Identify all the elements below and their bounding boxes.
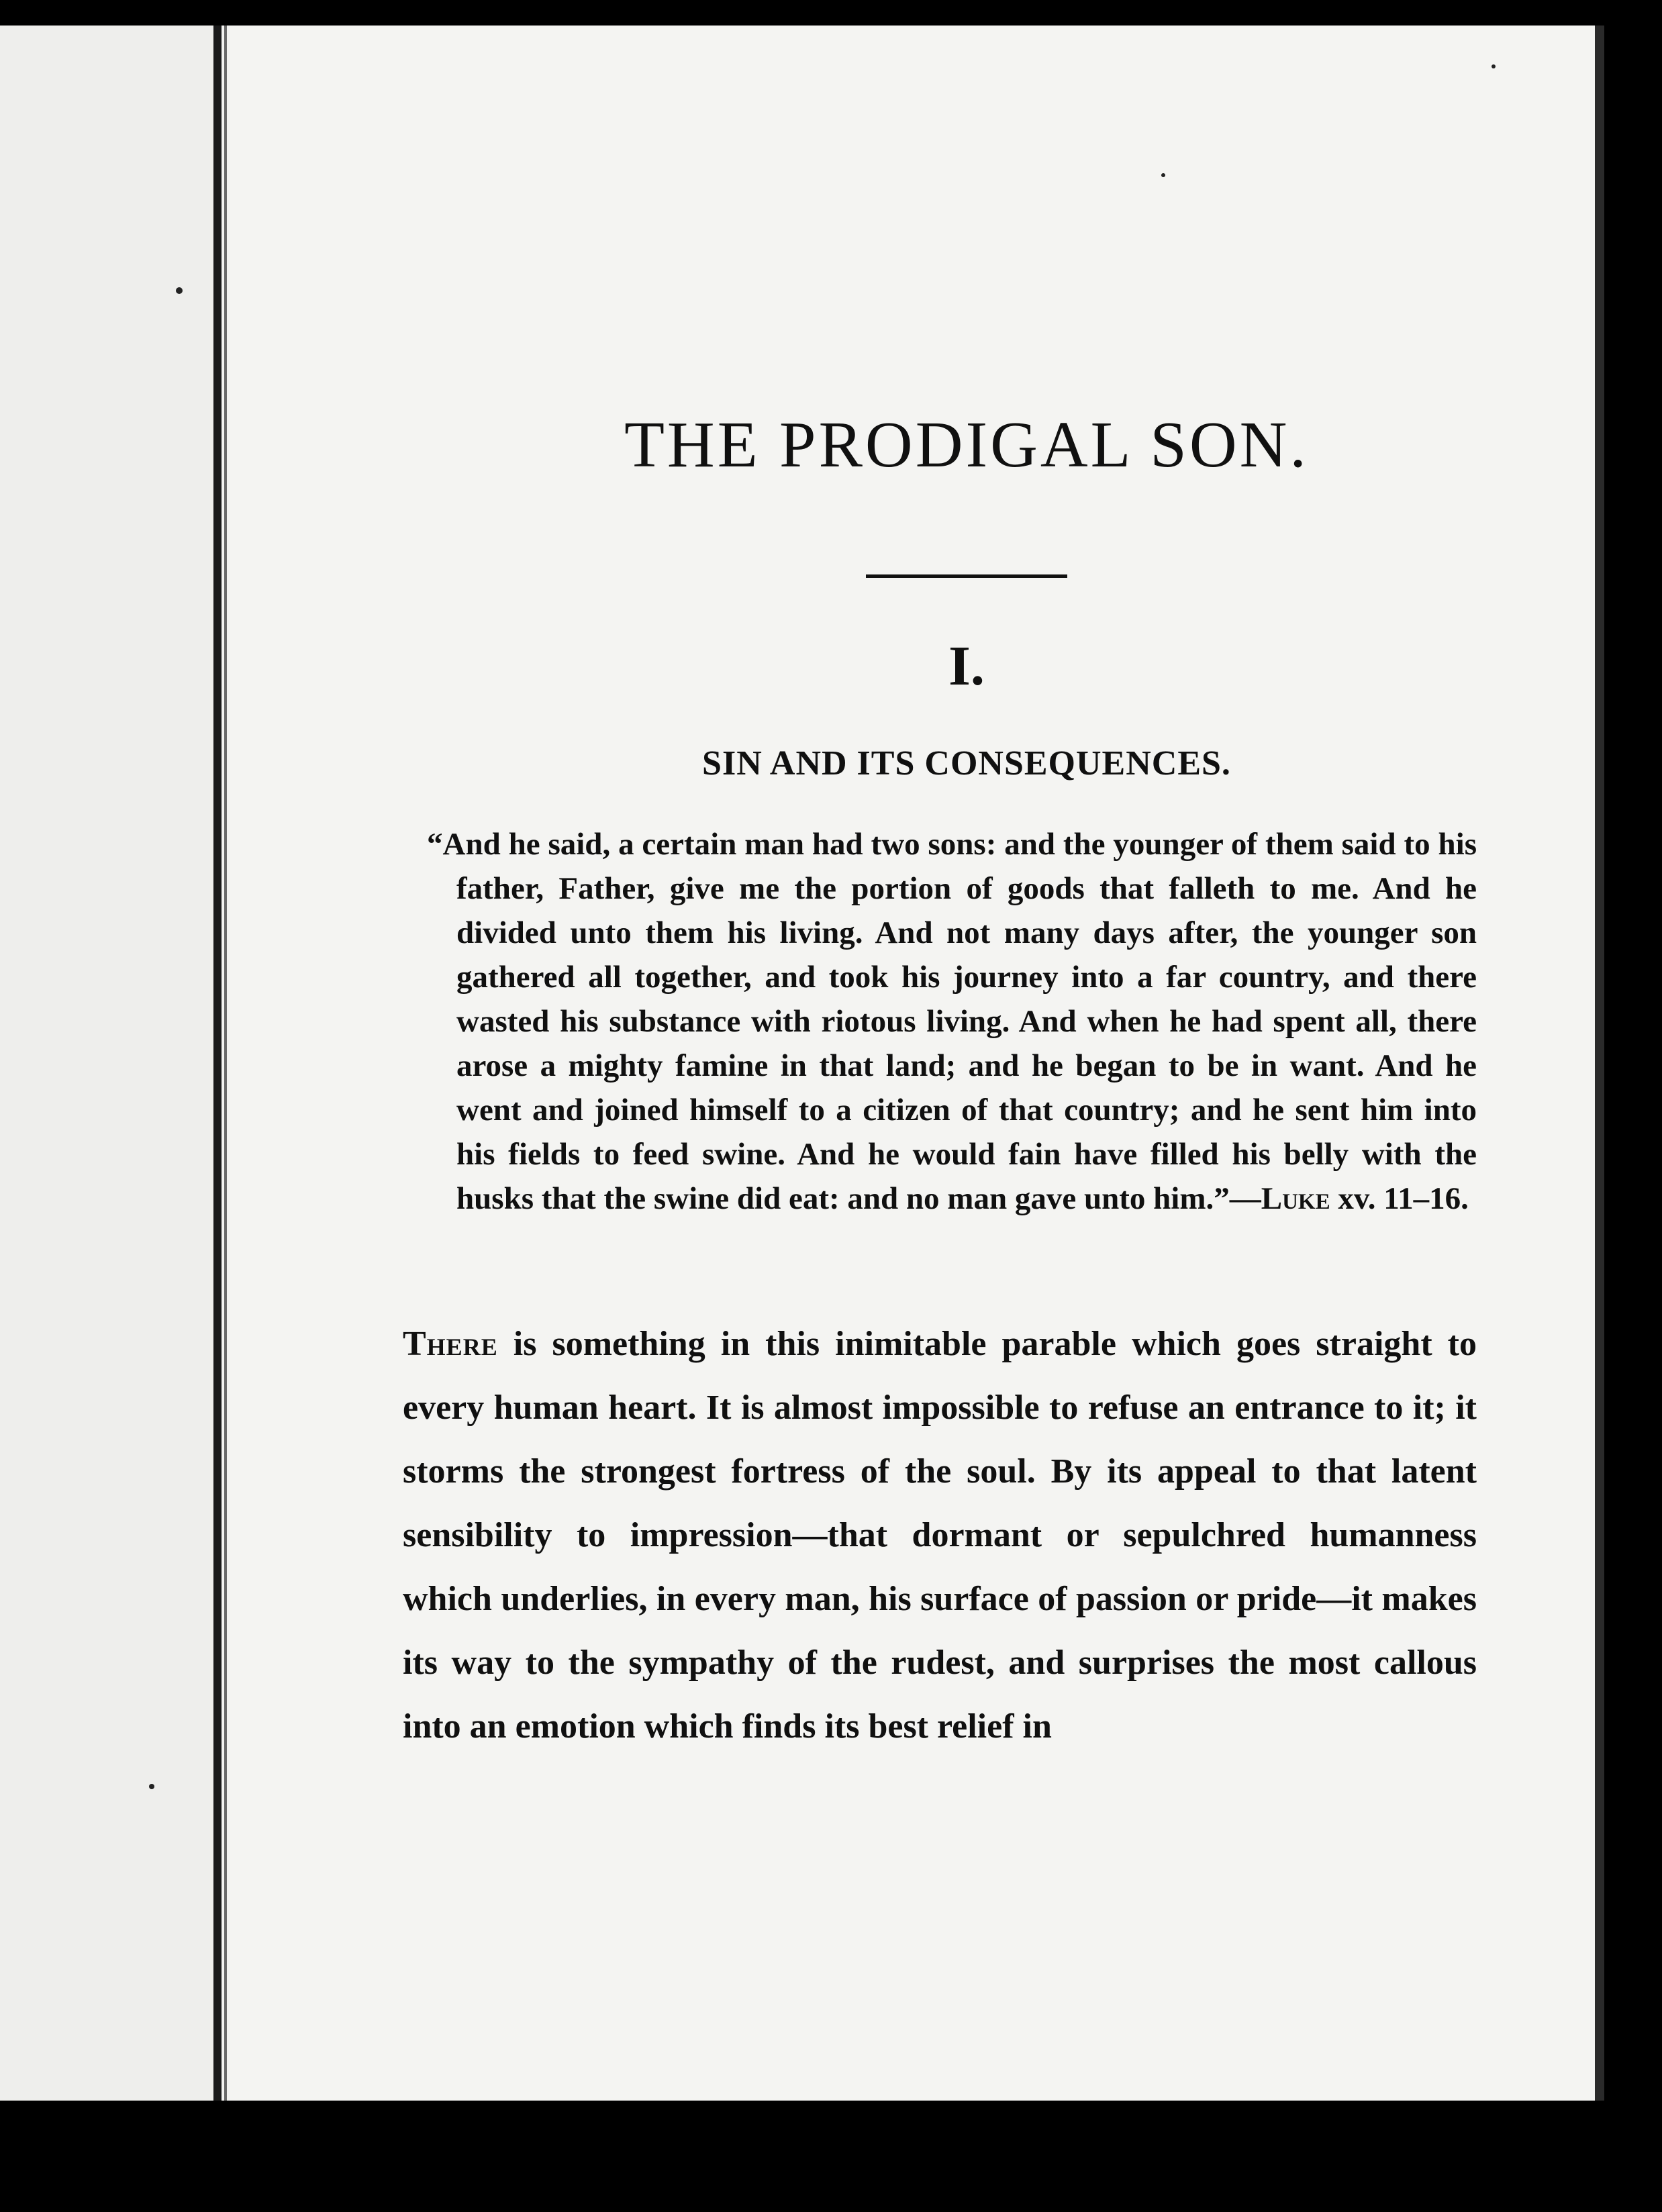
page-text bbox=[376, 401, 1477, 1758]
book-page bbox=[0, 26, 1604, 2101]
part-numeral: I. bbox=[948, 635, 985, 697]
gutter-fold bbox=[213, 26, 222, 2101]
ink-speck bbox=[149, 1784, 154, 1789]
scripture-quote bbox=[376, 822, 1477, 1221]
body-text: is something in this inimitable parable which goes straight to every human heart. It is almost impossible to refuse an entrance to it; it storms the strongest fortress of the soul. By its appeal to that latent sensibility to impression—that dormant or sepulchred humanness which underlies, in every man, his surface of passion or pride—it makes its way to the sympathy of the rudest, and surprises the most callous into an emotion which finds its best relief in bbox=[403, 1325, 1477, 1746]
ink-speck bbox=[1161, 173, 1165, 177]
scripture-text: “And he said, a certain man had two sons: and the younger of them said to his father, Father, give me the portion of goods that falleth to me. And he divided unto them his living. And not many days after, the younger son gathered all together, and took his journey into a far country, and there wasted his substance with riotous living. And when he had spent all, there arose a mighty famine in that land; and he began to be in want. And he went and joined himself to a citizen of that country; and he sent him into his fields to feed swine. And he would fain have filled his belly with the husks that the swine did eat: and no man gave unto him.”— bbox=[427, 827, 1477, 1216]
scripture-citation-book: Luke bbox=[1261, 1181, 1330, 1216]
ink-speck bbox=[176, 287, 183, 294]
page-title: THE PRODIGAL SON. bbox=[624, 409, 1309, 481]
scripture-citation-ref: xv. 11–16. bbox=[1330, 1181, 1469, 1216]
ink-speck bbox=[1492, 64, 1496, 68]
body-paragraph bbox=[403, 1312, 1477, 1758]
gutter-fold-shadow bbox=[224, 26, 227, 2101]
right-page-edge bbox=[1595, 26, 1604, 2101]
left-leaf-edge bbox=[0, 26, 213, 2101]
title-rule bbox=[866, 574, 1067, 578]
body-lead-word: There bbox=[403, 1325, 498, 1363]
chapter-heading: SIN AND ITS CONSEQUENCES. bbox=[702, 744, 1231, 783]
